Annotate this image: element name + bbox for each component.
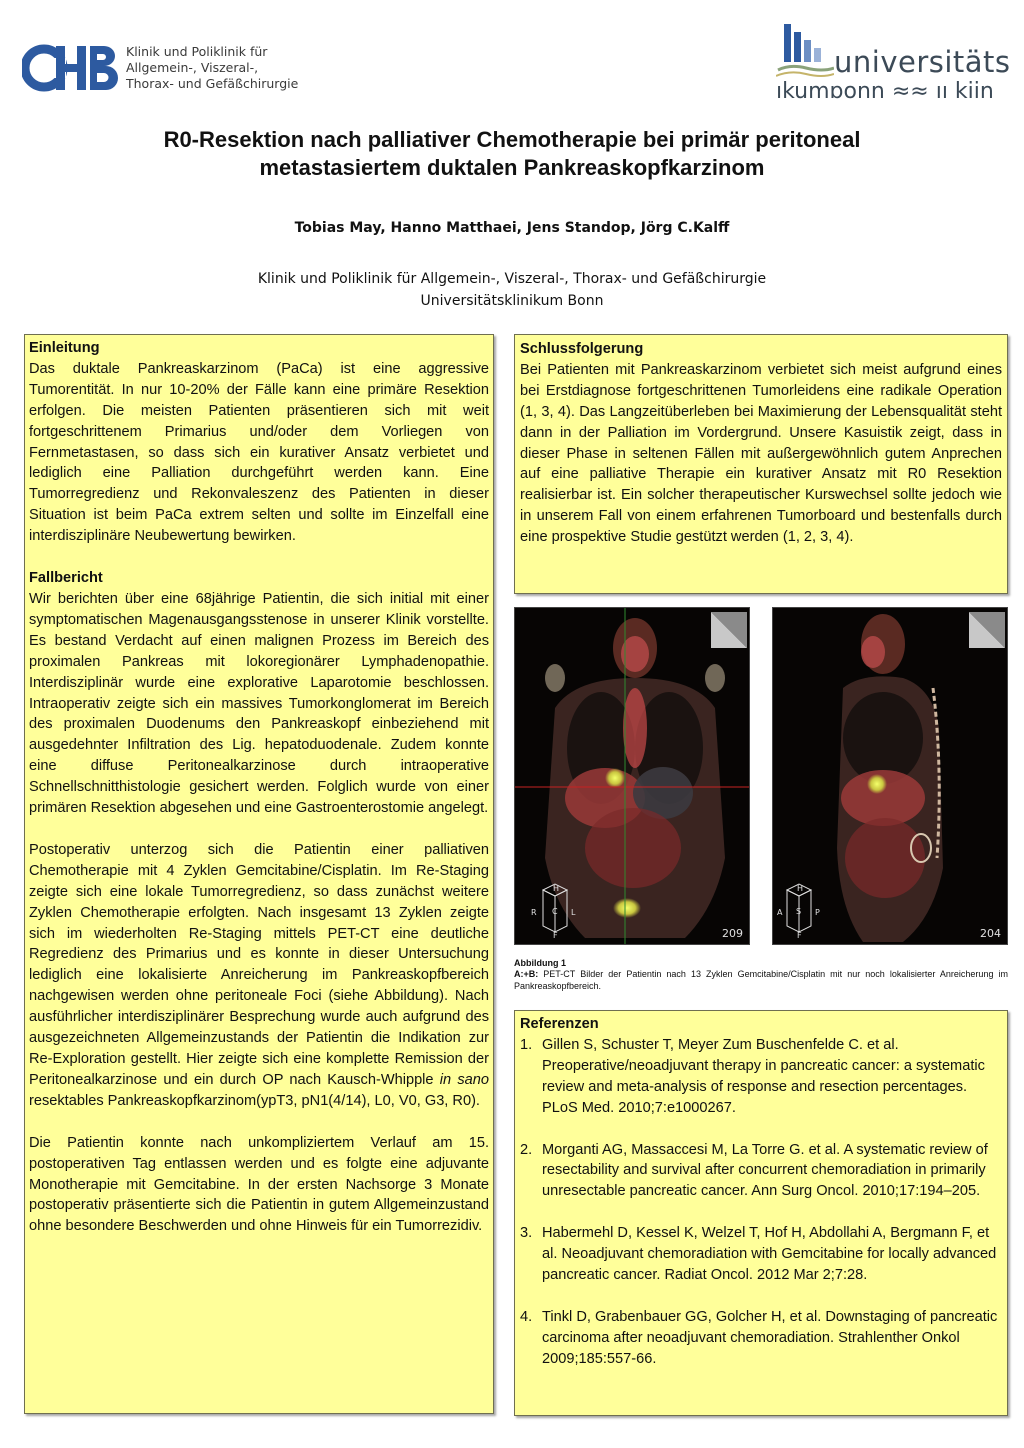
reference-text: Gillen S, Schuster T, Meyer Zum Buschenfelde C. et al. Preoperative/neoadjuvant therapy in pancreatic cancer: a systematic review and meta-analysis of response and resection percentages. PLoS Med. 2010;7:e1000267. — [542, 1036, 985, 1116]
schlussfolgerung-text: Bei Patienten mit Pankreaskarzinom verbietet sich meist aufgrund eines bei Erstdiagnose fortgeschrittenen Tumorleidens eine radikale Operation (1, 3, 4). Das Langzeitüberleben bei Maximierung der Lebensqualität steht dann in der Palliation im Vordergrund. Unsere Kasuistik zeigt, dass in dieser Phase in seltenen Fällen mit außergewöhnlich gutem Anprechen auf eine palliative Therapie ein kurativer Ansatz mit R0 Resektion realisierbar ist. Ein solcher therapeutischer Kurswechsel sollte jedoch wie in unserem Fall von einem erfahrenen Tumorboard und bestenfalls durch eine prospektive Studie gestützt werden (1, 2, 3, 4). — [520, 361, 1002, 546]
scan-b-orient-s: S — [796, 907, 802, 916]
reference-number: 2. — [520, 1141, 533, 1158]
clinic-logo-line-3: Thorax- und Gefäßchirurgie — [126, 76, 299, 91]
einleitung-text: Das duktale Pankreaskarzinom (PaCa) ist eine aggressive Tumorentität. In nur 10-20% der Fälle kann eine primäre Resektion erfolgen. Die meisten Patienten präsentieren sich mit weit fortgeschrittenem Primarius und/oder dem Vorliegen von Fernmetastasen, so dass sich ein kurativer Ansatz verbietet und lediglich eine Palliation durchgeführt werden kann. Eine Tumorregredienz und Rekonvaleszenz des Patienten in dieser Situation ist beim PaCa extrem selten und sollte im Einzelfall eine interdisziplinäre Neubewertung bewirken. — [29, 360, 489, 545]
pet-ct-scan-sagittal — [772, 607, 1008, 945]
reference-item — [520, 1223, 1002, 1286]
reference-text: Habermehl D, Kessel K, Welzel T, Hof H, Abdollahi A, Bergmann F, et al. Neoadjuvant chemoradiation with Gemcitabine for locally advanced pancreatic cancer. Radiat Oncol. 2012 Mar 2;7:28. — [542, 1225, 997, 1284]
schlussfolgerung-box — [514, 334, 1008, 594]
pet-ct-scan-coronal — [514, 607, 750, 945]
authors: Tobias May, Hanno Matthaei, Jens Standop, Jörg C.Kalff — [294, 220, 730, 236]
reference-list — [520, 1035, 1002, 1370]
fallbericht-paragraph-1: Wir berichten über eine 68jährige Patientin, die sich initial mit einer symptomatischen Magenausgangsstenose in unserer Klinik vorstellte. Es bestand Verdacht auf einen malignen Prozess im Bereich des proximalen Pankreas mit lokoregionärer Lymphadenopathie. Interdisziplinär wurde eine explorative Laparotomie beschlossen. Intraoperativ zeigte sich ein massives Tumorkonglomerat im Bereich des proximalen Duodenums den Pankreaskopf einbeziehend mit ausgedehnter Infiltration des Lig. hepatoduodenale. Zudem konnte eine diffuse Peritonealkarzinose durch intraoperative Schnellschnitthistologie gesichert werden. Folglich wurde von einer primären Resektion abgesehen und eine Gastroenterostomie angelegt. — [29, 590, 489, 817]
reference-item — [520, 1035, 1002, 1119]
reference-number: 3. — [520, 1225, 533, 1242]
figure-caption — [514, 958, 1008, 992]
clinic-logo-text — [126, 44, 298, 92]
scan-a-slice-number: 209 — [722, 927, 743, 940]
scan-a-orient-r: R — [531, 908, 537, 917]
poster-title-line-1: R0-Resektion nach palliativer Chemotherapie bei primär peritoneal — [163, 127, 861, 152]
affiliation — [0, 268, 1024, 312]
pet-ct-figure — [514, 607, 1008, 945]
einleitung-heading: Einleitung — [29, 340, 100, 356]
reference-text: Morganti AG, Massaccesi M, La Torre G. et al. A systematic review of resectability and survival after concurrent chemoradiation in primarily unresectable pancreatic cancer. Ann Surg Oncol. 2010;17:194–205. — [542, 1141, 988, 1200]
scan-a-orient-f: F — [553, 931, 558, 940]
scan-b-orient-a: A — [777, 908, 783, 917]
figure-caption-label: A:+B: — [514, 969, 539, 980]
reference-item — [520, 1140, 1002, 1203]
fallbericht-heading: Fallbericht — [29, 570, 103, 587]
reference-number: 4. — [520, 1308, 533, 1325]
affiliation-line-2: Universitätsklinikum Bonn — [420, 293, 604, 309]
poster-title — [60, 126, 964, 182]
left-column-box — [24, 334, 494, 1414]
fallbericht-paragraph-3: Die Patientin konnte nach unkompliziertem Verlauf am 15. postoperativen Tag entlassen werden und es folgte eine adjuvante Monotherapie mit Gemcitabine. In der ersten Nachsorge 3 Monate postoperativ präsentierte sich die Patientin in gutem Allgemeinzustand ohne besondere Beschwerden und ohne Hinweis für ein Tumorrezidiv. — [29, 1134, 489, 1235]
scan-b-orient-p: P — [815, 908, 820, 917]
fallbericht-paragraph-2-italic: in sano — [439, 1071, 489, 1088]
clinic-logo-mark — [22, 42, 120, 94]
scan-b-orient-f: F — [797, 931, 802, 940]
affiliation-line-1: Klinik und Poliklinik für Allgemein-, Viszeral-, Thorax- und Gefäßchirurgie — [257, 271, 767, 287]
reference-item — [520, 1307, 1002, 1370]
reference-text: Tinkl D, Grabenbauer GG, Golcher H, et al. Downstaging of pancreatic carcinoma after neoadjuvant chemoradiation. Strahlenther Onkol 2009;185:557-66. — [542, 1308, 998, 1367]
figure-caption-title: Abbildung 1 — [514, 958, 566, 968]
scan-a-orient-l: L — [571, 908, 576, 917]
pet-ct-coronal-image — [515, 608, 750, 945]
referenzen-box — [514, 1010, 1008, 1416]
clinic-logo-line-2: Allgemein-, Viszeral-, — [126, 60, 259, 75]
poster-title-line-2: metastasiertem duktalen Pankreaskopfkarzinom — [259, 155, 765, 180]
scan-a-orient-h: H — [553, 884, 560, 893]
university-logo-subword: ıkumɒonn ≈≈ ıı kiin — [776, 79, 994, 104]
fallbericht-paragraph-2 — [29, 840, 489, 1112]
fallbericht-paragraph-2-part-2: resektables Pankreaskopfkarzinom(ypT3, pN1(4/14), L0, V0, G3, R0). — [29, 1092, 480, 1109]
scan-b-slice-number: 204 — [980, 927, 1001, 940]
scan-a-orient-c: C — [552, 907, 558, 916]
figure-caption-text-block — [514, 969, 1008, 992]
clinic-logo — [22, 42, 299, 94]
figure-caption-text: PET-CT Bilder der Patientin nach 13 Zyklen Gemcitabine/Cisplatin mit nur noch lokalisierter Anreicherung im Pankreaskopfbereich. — [514, 969, 1008, 991]
scan-b-orient-h: H — [797, 884, 804, 893]
university-logo-word: universitäts — [834, 45, 1011, 79]
university-logo-mark — [776, 24, 834, 80]
clinic-logo-line-1: Klinik und Poliklinik für — [126, 44, 268, 59]
referenzen-heading: Referenzen — [520, 1016, 599, 1032]
university-logo — [772, 22, 1011, 106]
fallbericht-paragraph-2-part-1: Postoperativ unterzog sich die Patientin einer palliativen Chemotherapie mit 4 Zyklen Gemcitabine/Cisplatin. Im Re-Staging zeigte sich eine lokale Tumorregredienz, so dass zunächst weitere Zyklen Chemotherapie erfolgten. Nach insgesamt 13 Zyklen zeigte sich im wiederholten Re-Staging mittels PET-CT eine deutliche Regredienz des Primarius und es konnte in dieser Untersuchung lediglich eine lokalisierte Anreicherung im Pankreaskopfbereich nachgewisen werden ohne peritoneale Foci (siehe Abbildung). Nach ausführlicher interdisziplinärer Besprechung wurde auch aufgrund des ausgezeichneten Allgemeinzustands der Patientin die Indikation zur Re-Exploration gestellt. Hier zeigte sich eine komplette Remission der Peritonealkarzinose und ein durch OP nach Kausch-Whipple — [29, 841, 489, 1088]
reference-number: 1. — [520, 1036, 533, 1053]
pet-ct-sagittal-image — [773, 608, 1008, 945]
schlussfolgerung-heading: Schlussfolgerung — [520, 341, 644, 357]
